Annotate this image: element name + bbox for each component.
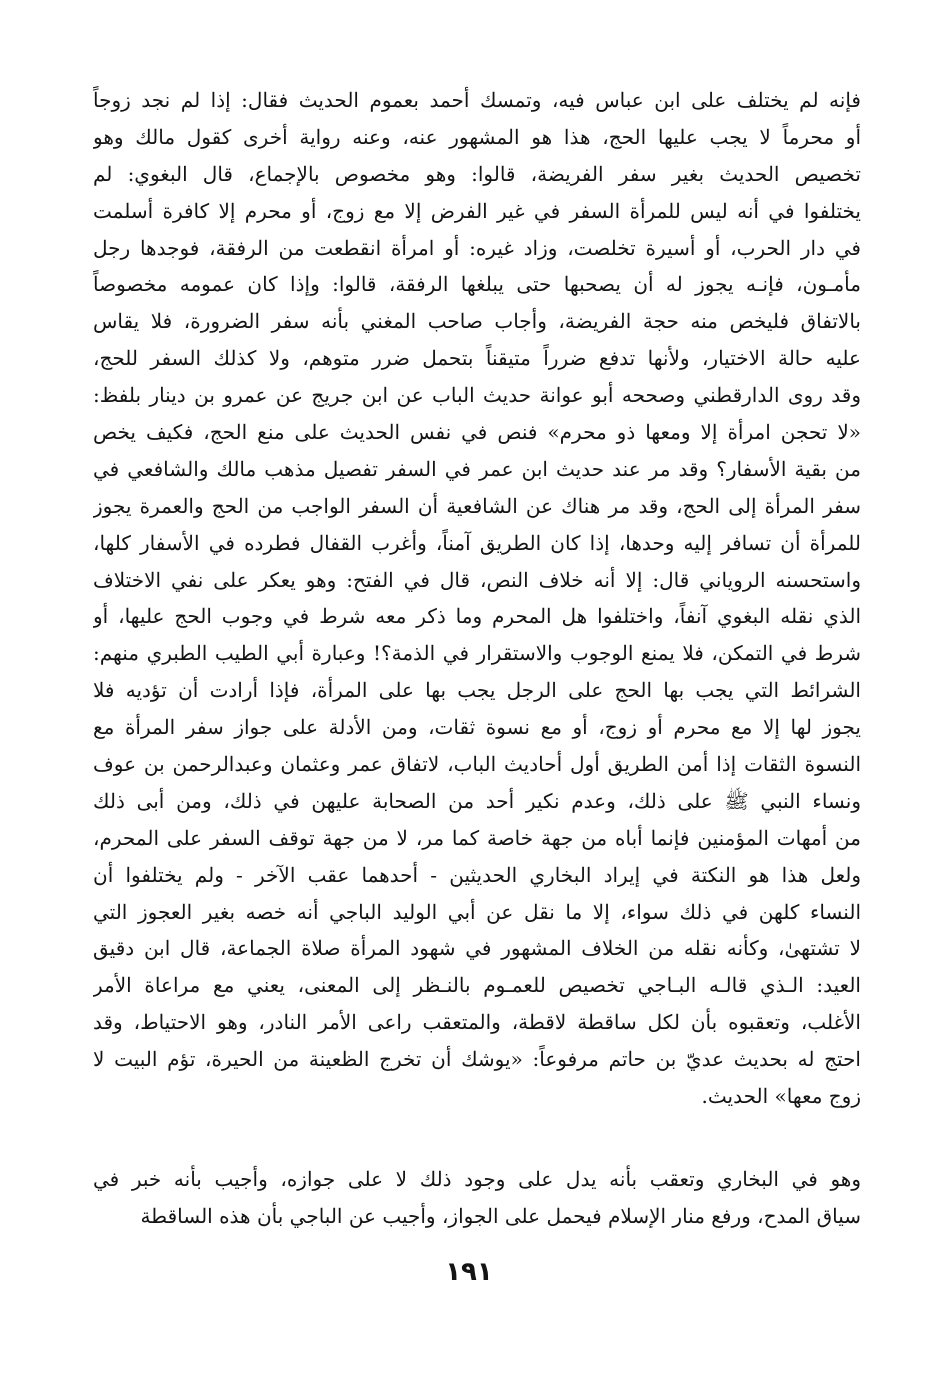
text-line: فإنه لم يختلف على ابن عباس فيه، وتمسك أحمد بعموم الحديث فقال: إذا لم نجد زوجاً [93,88,861,112]
page-number: ١٩١ [445,1257,493,1287]
text-line: احتج له بحديث عديّ بن حاتم مرفوعاً: «يوشك أن تخرج الظعينة من الحيرة، تؤم البيت لا [93,1047,861,1072]
second-paragraph [93,1161,861,1235]
text-line: عليه حالة الاختيار، ولأنها تدفع ضرراً متيقناً بتحمل ضرر متوهم، ولا كذلك السفر للحج، [93,346,861,371]
text-line: ولعل هذا هو النكتة في إيراد البخاري الحديثين - أحدهما عقب الآخر - ولم يختلفوا أن [93,862,861,887]
text-line: الذي نقله البغوي آنفاً، واختلفوا هل المحرم وما ذكر معه شرط في وجوب الحج عليها، أو [93,604,861,629]
text-line: النسوة الثقات إذا أمن الطريق أول أحاديث الباب، لاتفاق عمر وعثمان وعبدالرحمن بن عوف [93,752,861,777]
text-line: لا تشتهىٰ، وكأنه نقله من الخلاف المشهور في شهود المرأة صلاة الجماعة، قال ابن دقيق [93,936,861,961]
text-line: الأغلب، وتعقبوه بأن لكل ساقطة لاقطة، والمتعقب راعى الأمر النادر، وهو الاحتياط، وقد [93,1010,861,1035]
text-line: في دار الحرب، أو أسيرة تخلصت، وزاد غيره: أو امرأة انقطعت من الرفقة، فوجدها رجل [93,235,861,260]
text-line: وهو في البخاري وتعقب بأنه يدل على وجود ذلك لا على جوازه، وأجيب بأنه خبر في [93,1167,861,1191]
text-line: العيد: الـذي قالـه البـاجي تخصيص للعمـوم بالنـظر إلى المعنى، يعني مع مراعاة الأمر [93,973,861,998]
text-line: من أمهات المؤمنين فإنما أباه من جهة خاصة كما مر، لا من جهة توقف السفر على المحرم، [93,825,861,850]
text-line: أو محرماً لا يجب عليها الحج، هذا هو المشهور عنه، وعنه رواية أخرى كقول مالك وهو [93,124,861,149]
main-paragraph [93,82,861,1115]
text-line: النساء كلهن في ذلك سواء، إلا ما نقل عن أبي الوليد الباجي أنه خصه بغير العجوز التي [93,899,861,924]
text-line: «لا تحجن امرأة إلا ومعها ذو محرم» فنص في نفس الحديث على منع الحج، فكيف يخص [93,420,861,445]
text-line: يختلفوا في أنه ليس للمرأة السفر في غير الفرض إلا مع زوج، أو محرم إلا كافرة أسلمت [93,198,861,223]
text-line: وقد روى الدارقطني وصححه أبو عوانة حديث الباب عن ابن جريج عن عمرو بن دينار بلفظ: [93,383,861,408]
text-line: شرط في التمكن، فلا يمنع الوجوب والاستقرار في الذمة؟! وعبارة أبي الطيب الطبري منهم: [93,641,861,666]
text-line: مأمـون، فإنـه يجوز له أن يصحبها حتى يبلغها الرفقة، قالوا: وإذا كان عمومه مخصوصاً [93,272,861,297]
text-line: سياق المدح، ورفع منار الإسلام فيحمل على الجواز، وأجيب عن الباجي بأن هذه الساقطة [140,1203,861,1228]
text-line: من بقية الأسفار؟ وقد مر عند حديث ابن عمر في السفر تفصيل مذهب مالك والشافعي في [93,456,861,481]
text-line: واستحسنه الروياني قال: إلا أنه خلاف النص، قال في الفتح: وهو يعكر على نفي الاختلاف [93,567,861,592]
text-line: للمرأة أن تسافر إليه وحدها، إذا كان الطريق آمناً، وأغرب القفال فطرده في الأسفار كلها، [93,530,861,555]
text-line: يجوز لها إلا مع محرم أو زوج، أو مع نسوة ثقات، ومن الأدلة على جواز سفر المرأة مع [93,715,861,740]
text-line: تخصيص الحديث بغير سفر الفريضة، قالوا: وهو مخصوص بالإجماع، قال البغوي: لم [93,161,861,186]
text-line: سفر المرأة إلى الحج، وقد مر هناك عن الشافعية أن السفر الواجب من الحج والعمرة يجوز [93,493,861,518]
text-line: الشرائط التي يجب بها الحج على الرجل يجب بها على المرأة، فإذا أرادت أن تؤديه فلا [93,678,861,703]
text-line: زوج معها» الحديث. [701,1084,861,1109]
text-line: بالاتفاق فليخص منه حجة الفريضة، وأجاب صاحب المغني بأنه سفر الضرورة، فلا يقاس [93,309,861,334]
text-line: ونساء النبي ﷺ على ذلك، وعدم نكير أحد من الصحابة عليهن في ذلك، ومن أبى ذلك [93,788,861,813]
